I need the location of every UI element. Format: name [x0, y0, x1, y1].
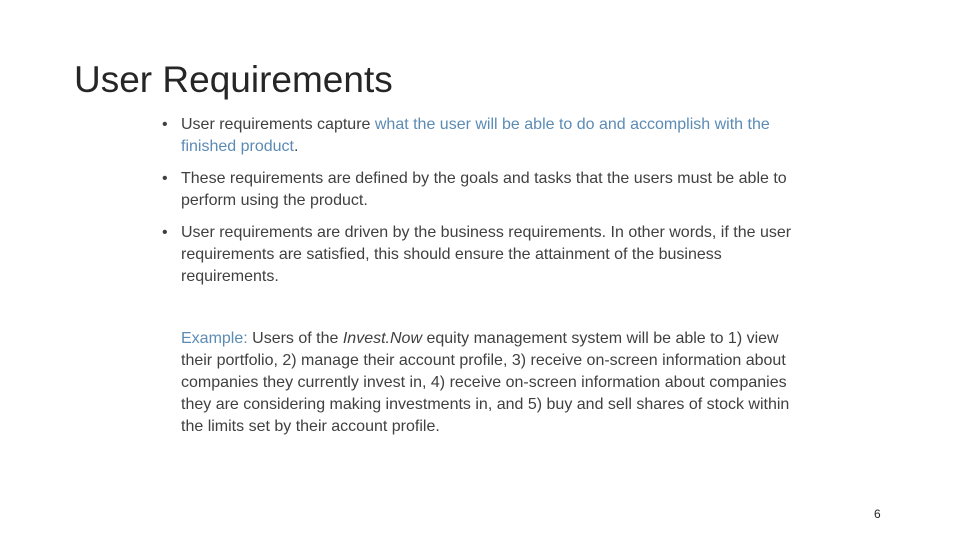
- example-text-end: equity management system will be able to 1) view their portfolio, 2) manage their account profile, 3) receive on-screen information about companies they currently invest in, 4) receive on-screen information about companies they are considering making investments in, and 5) buy and sell shares of stock within the limits set by their account profile.: [181, 330, 790, 435]
- bullet-text-end: .: [293, 138, 299, 155]
- bullet-item-1: [158, 114, 798, 158]
- example-text-start: Users of the: [247, 330, 343, 347]
- page-number: 6: [874, 507, 881, 521]
- bullet-dot-icon: •: [162, 116, 168, 133]
- slide-title: User Requirements: [74, 59, 393, 100]
- bullet-item-2: [158, 168, 798, 212]
- bullet-dot-icon: •: [162, 170, 168, 187]
- bullet-text: These requirements are defined by the goals and tasks that the users must be able to perform using the product.: [181, 170, 787, 209]
- bullet-list: [158, 114, 798, 298]
- bullet-text: User requirements are driven by the business requirements. In other words, if the user requirements are satisfied, this should ensure the attainment of the business requirements.: [181, 224, 792, 285]
- bullet-text: User requirements capture: [181, 116, 375, 133]
- bullet-dot-icon: •: [162, 224, 168, 241]
- example-paragraph: [181, 328, 791, 438]
- product-name: Invest.Now: [342, 330, 422, 347]
- example-label: Example:: [181, 330, 248, 347]
- bullet-item-3: [158, 222, 798, 288]
- bullet-highlight-text: what the user will be able to do and accomplish with the finished product: [181, 116, 770, 155]
